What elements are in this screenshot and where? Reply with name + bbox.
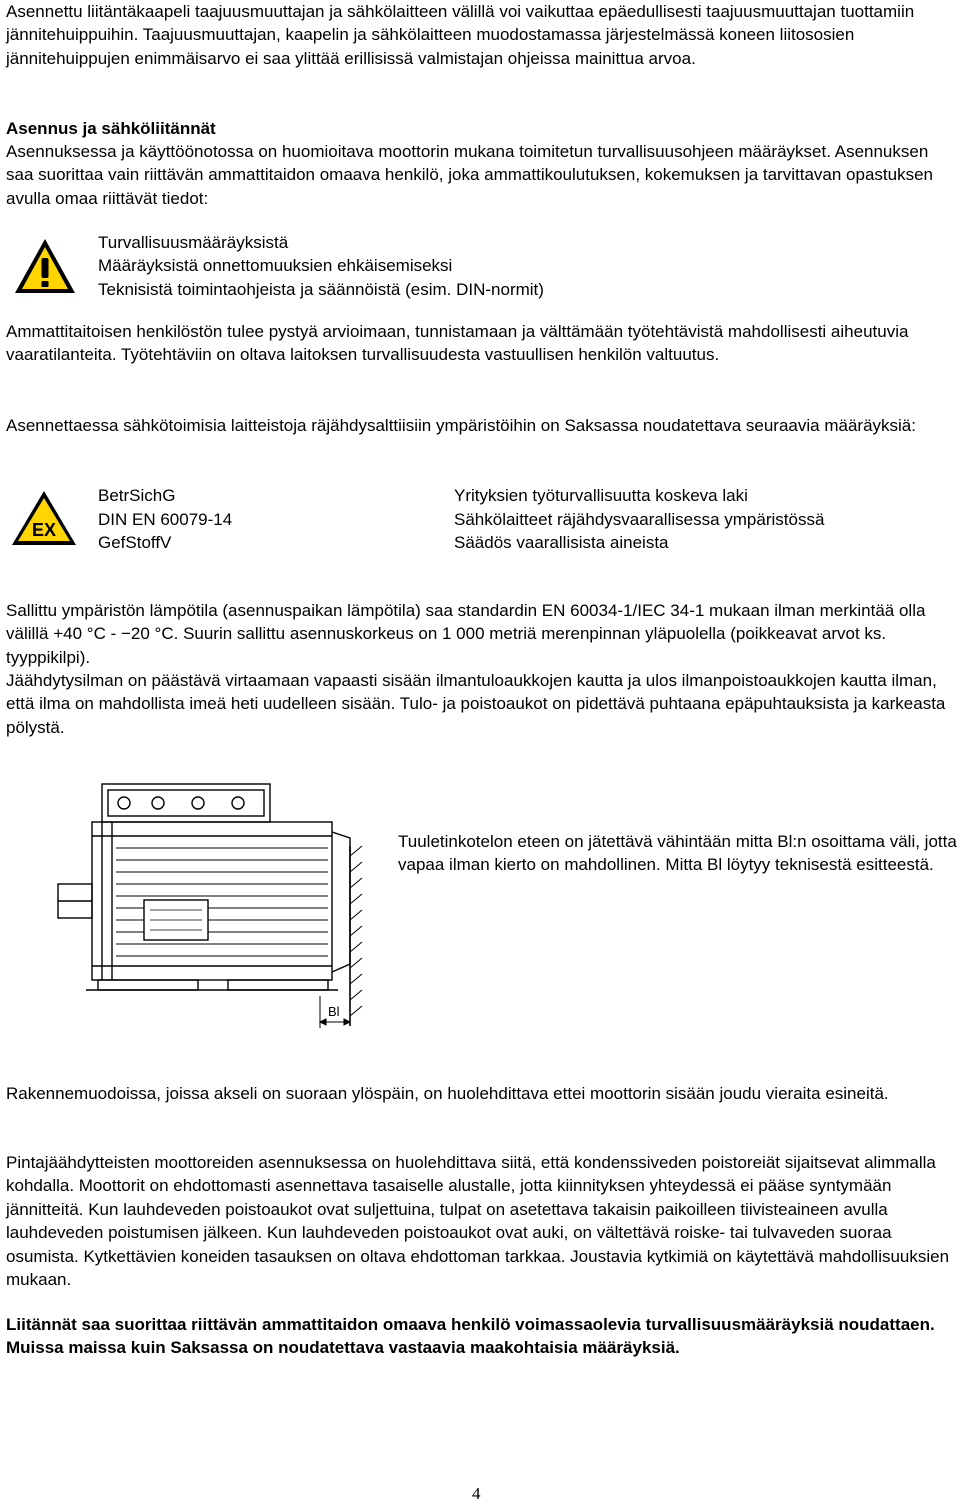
warning-list-item: Määräyksistä onnettomuuksien ehkäisemiseksi xyxy=(98,256,453,275)
environment-paragraph: Sallittu ympäristön lämpötila (asennuspaikan lämpötila) saa standardin EN 60034-1/IEC 34-1 mukaan ilman merkintää olla välillä +40 °C - −20 °C. Suurin sallittu asennuskorkeus on 1 000 metriä merenpinnan yläpuolella (poikkeavat arvot ks. tyyppikilpi). xyxy=(6,601,926,667)
ex-icon-label: EX xyxy=(31,520,57,540)
intro-paragraph: Asennettu liitäntäkaapeli taajuusmuuttajan ja sähkölaitteen välillä voi vaikuttaa epäedullisesti taajuusmuuttajan tuottamiin jännitehuippuihin. Taajuusmuuttajan, kaapelin ja sähkölaitteen muodostamassa järjestelmässä koneen liitososien jännitehuippujen enimmäisarvo ei saa ylittää erillisissä valmistajan ohjeissa mainittua arvoa. xyxy=(6,2,915,68)
section-paragraph: Asennuksessa ja käyttöönotossa on huomioitava moottorin mukana toimitetun turvallisuusohjeen määräykset. Asennuksen saa suorittaa vain riittävän ammattitaidon omaava henkilö, joka ammattikoulutuksen, kokemuksen ja tarvittavan opastuksen avulla omaa riittävät tiedot: xyxy=(6,142,933,208)
ex-hazard-icon xyxy=(10,489,78,547)
surface-cooling-paragraph: Pintajäähdytteisten moottoreiden asennuksessa on huolehdittava siitä, että kondenssiveden poistoreiät sijaitsevat alimmalla kohdalla. Moottorit on ehdottomasti asennettava tasaiselle alustalle, jotta kiinnityksen yhteydessä ei pääse syntymään jännitteitä. Kun lauhdeveden poistoaukot ovat suljettuina, tulpat on asetettava takaisin paikoilleen tiivisteaineen avulla lauhdeveden poistumisen jälkeen. Kun lauhdeveden poistoaukot ovat auki, on vältettävä roiske- tai tulvaveden suoraa osumista. Kytkettävien koneiden tasauksen on oltava ehdottoman tarkkaa. Joustavia kytkimiä on käytettävä mahdollisuuksien mukaan. xyxy=(6,1153,950,1290)
motor-clearance-figure xyxy=(58,776,388,1036)
vertical-shaft-paragraph: Rakennemuodoissa, joissa akseli on suoraan ylöspäin, on huolehdittava ettei moottorin sisään joudu vieraita esineitä. xyxy=(6,1084,889,1103)
explosive-intro-paragraph: Asennettaessa sähkötoimisia laitteistoja räjähdysalttiisiin ympäristöihin on Saksassa noudatettava seuraavia määräyksiä: xyxy=(6,416,916,435)
figure-caption: Tuuletinkotelon eteen on jätettävä vähintään mitta Bl:n osoittama väli, jotta vapaa ilman kierto on mahdollinen. Mitta Bl löytyy teknisestä esitteestä. xyxy=(398,832,957,875)
warning-list-item: Teknisistä toimintaohjeista ja säännöistä (esim. DIN-normit) xyxy=(98,280,544,299)
regulation-code: GefStoffV xyxy=(98,533,172,552)
warning-list-item: Turvallisuusmääräyksistä xyxy=(98,233,289,252)
page-number: 4 xyxy=(472,1484,481,1503)
section-heading: Asennus ja sähköliitännät xyxy=(6,119,216,138)
qualified-paragraph: Ammattitaitoisen henkilöstön tulee pystyä arvioimaan, tunnistamaan ja välttämään työtehtävistä mahdollisesti aiheutuvia vaaratilanteita. Työtehtäviin on oltava laitoksen turvallisuudesta vastuullisen henkilön valtuutus. xyxy=(6,322,909,365)
closing-bold-paragraph: Liitännät saa suorittaa riittävän ammattitaidon omaava henkilö voimassaolevia turvallisuusmääräyksiä noudattaen. Muissa maissa kuin Saksassa on noudatettava vastaavia maakohtaisia määräyksiä. xyxy=(6,1315,935,1358)
regulation-code: BetrSichG xyxy=(98,486,176,505)
regulation-description: Sähkölaitteet räjähdysvaarallisessa ympäristössä xyxy=(454,510,825,529)
warning-triangle-icon xyxy=(12,236,78,296)
regulation-description: Yrityksien työturvallisuutta koskeva laki xyxy=(454,486,748,505)
regulation-code: DIN EN 60079-14 xyxy=(98,510,233,529)
cooling-paragraph: Jäähdytysilman on päästävä virtaamaan vapaasti sisään ilmantuloaukkojen kautta ja ulos ilmanpoistoaukkojen kautta ilman, että ilma on mahdollista imeä heti uudelleen sisään. Tulo- ja poistoaukot on pidettävä puhtaana epäpuhtauksista ja karkeasta pölystä. xyxy=(6,671,946,737)
dimension-label: Bl xyxy=(328,1004,340,1019)
regulation-description: Säädös vaarallisista aineista xyxy=(454,533,669,552)
